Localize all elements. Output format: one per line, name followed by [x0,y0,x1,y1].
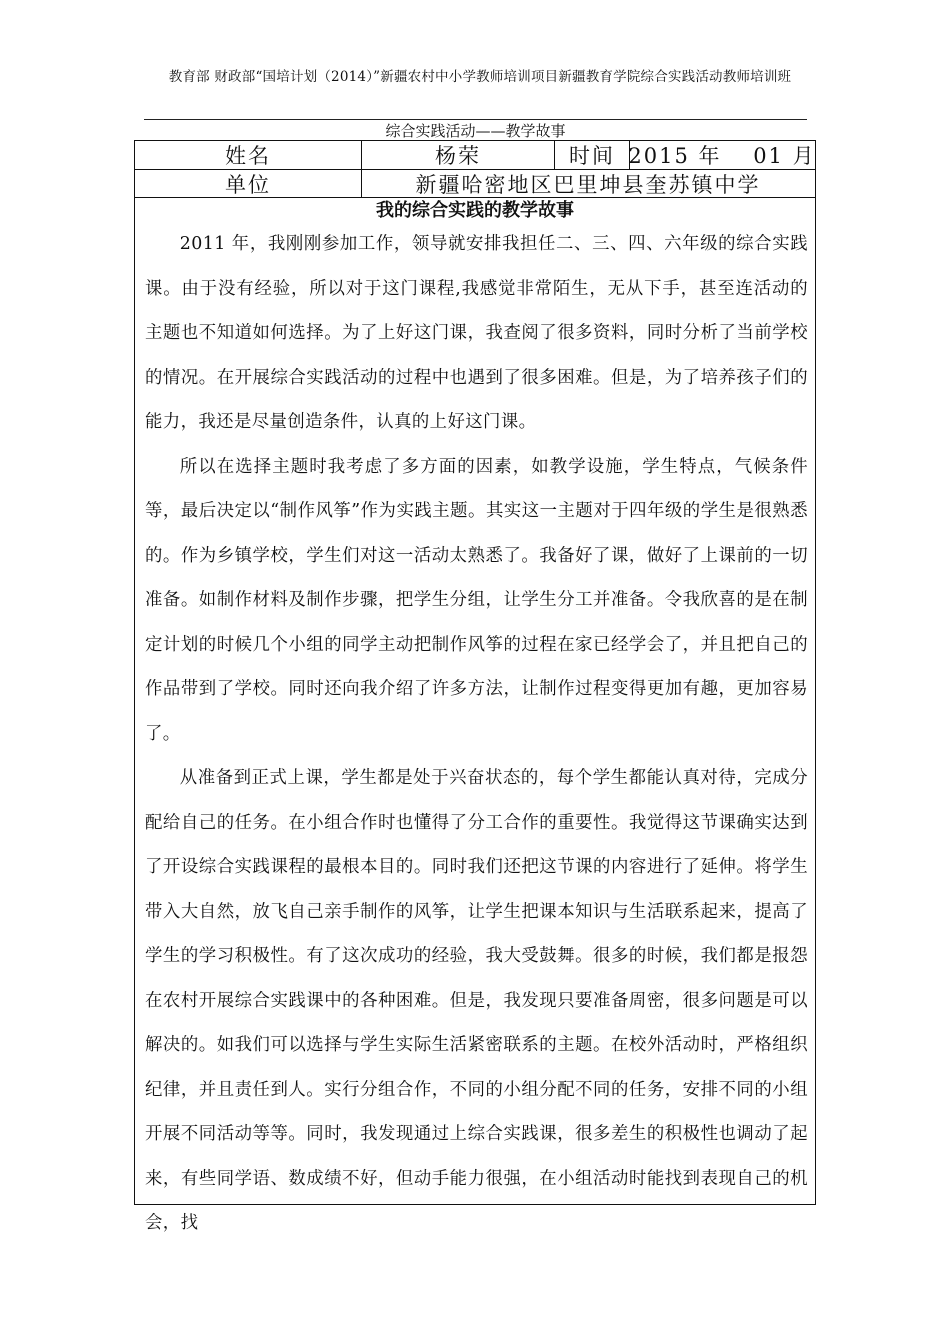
story-title: 我的综合实践的教学故事 [376,200,574,221]
story-body [145,222,808,1246]
story-form-table [134,140,816,1233]
info-row-unit [135,170,815,198]
name-value: 杨荣 [361,141,554,169]
time-label: 时间 [554,141,629,169]
form-title: 综合实践活动——教学故事 [385,122,566,140]
unit-label: 单位 [225,172,271,197]
info-row-name-time [135,141,815,170]
story-paragraph: 所以在选择主题时我考虑了多方面的因素，如教学设施，学生特点，气候条件等，最后决定以“制作风筝”作为实践主题。其实这一主题对于四年级的学生是很熟悉的。作为乡镇学校，学生们对这一活动太熟悉了。我备好了课，做好了上课前的一切准备。如制作材料及制作步骤，把学生分组，让学生分工并准备。令我欣喜的是在制定计划的时候几个小组的同学主动把制作风筝的过程在家已经学会了，并且把自己的作品带到了学校。同时还向我介绍了许多方法，让制作过程变得更加有趣，更加容易了。 [145,456,808,744]
unit-value: 新疆哈密地区巴里坤县奎苏镇中学 [361,170,814,197]
story-paragraph: 2011 年，我刚刚参加工作，领导就安排我担任二、三、四、六年级的综合实践课。由于没有经验，所以对于这门课程,我感觉非常陌生，无从下手，甚至连活动的主题也不知道如何选择。为了上好这门课，我查阅了很多资料，同时分析了当前学校的情况。在开展综合实践活动的过程中也遇到了很多困难。但是，为了培养孩子们的能力，我还是尽量创造条件，认真的上好这门课。 [145,234,808,432]
name-label: 姓名 [225,144,271,168]
time-value: 2015 年 01 月 [629,141,814,169]
program-header: 教育部 财政部“国培计划（2014）”新疆农村中小学教师培训项目新疆教育学院综合实践活动教师培训班 [168,69,792,85]
header-divider [144,119,807,120]
story-paragraph: 从准备到正式上课，学生都是处于兴奋状态的，每个学生都能认真对待，完成分配给自己的任务。在小组合作时也懂得了分工合作的重要性。我觉得这节课确实达到了开设综合实践课程的最根本目的。同时我们还把这节课的内容进行了延伸。将学生带入大自然，放飞自己亲手制作的风筝，让学生把课本知识与生活联系起来，提高了学生的学习积极性。有了这次成功的经验，我大受鼓舞。很多的时候，我们都是报怨在农村开展综合实践课中的各种困难。但是，我发现只要准备周密，很多问题是可以解决的。如我们可以选择与学生实际生活紧密联系的主题。在校外活动时，严格组织纪律，并且责任到人。实行分组合作，不同的小组分配不同的任务，安排不同的小组开展不同活动等等。同时，我发现通过上综合实践课，很多差生的积极性也调动了起来，有些同学语、数成绩不好，但动手能力很强，在小组活动时能找到表现自己的机会，找 [145,768,808,1233]
